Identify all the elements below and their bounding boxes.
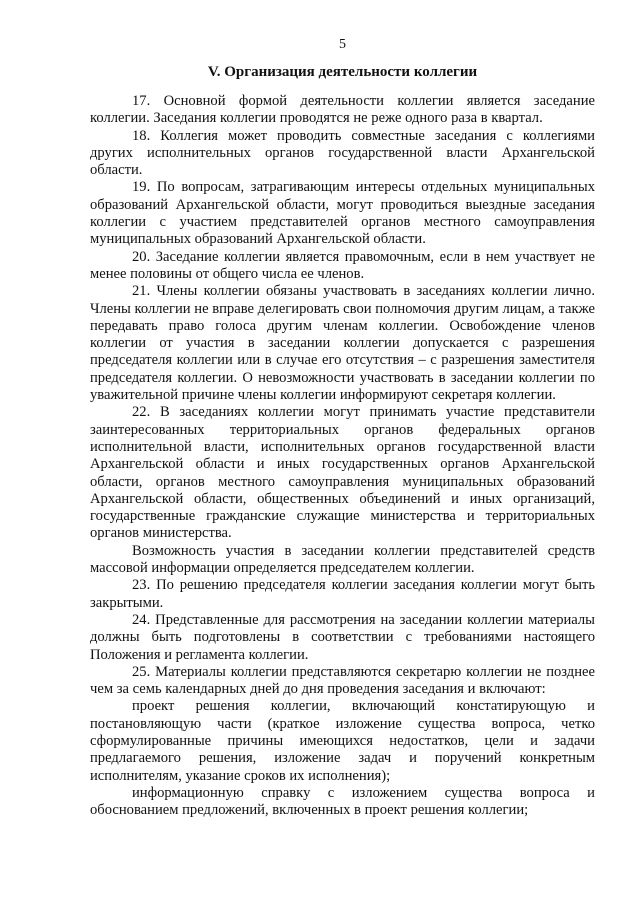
- paragraph-25: 25. Материалы коллегии представляются секретарю коллегии не позднее чем за семь календарных дней до дня проведения заседания и включают:: [90, 663, 595, 698]
- paragraph-25-item-draft: проект решения коллегии, включающий констатирующую и постановляющую части (краткое изложение существа вопроса, четко сформулированные причины имеющихся недостатков, цели и задачи предлагаемого решения, изложение задач и поручений конкретным исполнителям, указание сроков их исполнения);: [90, 698, 595, 784]
- paragraph-23: 23. По решению председателя коллегии заседания коллегии могут быть закрытыми.: [90, 577, 595, 611]
- document-page: [90, 36, 595, 819]
- paragraph-21: 21. Члены коллегии обязаны участвовать в заседаниях коллегии лично. Члены коллегии не вправе делегировать свои полномочия другим лицам, а также передавать право голоса другим членам коллегии. Освобождение членов коллегии от участия в заседании коллегии допускается с разрешения председателя коллегии или в случае его отсутствия – с разрешения заместителя председателя коллегии. О невозможности участвовать в заседании коллегии по уважительной причине члены коллегии информируют секретаря коллегии.: [90, 283, 595, 404]
- paragraph-20: 20. Заседание коллегии является правомочным, если в нем участвует не менее половины от общего числа ее членов.: [90, 248, 595, 282]
- paragraph-18: 18. Коллегия может проводить совместные заседания с коллегиями других исполнительных органов государственной власти Архангельской области.: [90, 127, 595, 179]
- paragraph-19: 19. По вопросам, затрагивающим интересы отдельных муниципальных образований Архангельской области, могут проводиться выездные заседания коллегии с участием представителей органов местного самоуправления муниципальных образований Архангельской области.: [90, 179, 595, 248]
- paragraph-22: 22. В заседаниях коллегии могут принимать участие представители заинтересованных территориальных органов федеральных органов исполнительной власти, исполнительных органов государственной власти Архангельской области и иных государственных органов Архангельской области, органов местного самоуправления муниципальных образований Архангельской области, общественных объединений и иных организаций, государственные гражданские служащие министерства и территориальных органов министерства.: [90, 404, 595, 542]
- paragraph-25-item-info: информационную справку с изложением существа вопроса и обоснованием предложений, включенных в проект решения коллегии;: [90, 784, 595, 819]
- paragraph-22-media: Возможность участия в заседании коллегии представителей средств массовой информации определяется председателем коллегии.: [90, 542, 595, 577]
- page-number: 5: [339, 37, 346, 52]
- paragraph-24: 24. Представленные для рассмотрения на заседании коллегии материалы должны быть подготовлены в соответствии с требованиями настоящего Положения и регламента коллегии.: [90, 611, 595, 663]
- paragraph-17: 17. Основной формой деятельности коллегии является заседание коллегии. Заседания коллегии проводятся не реже одного раза в квартал.: [90, 93, 595, 127]
- section-title: V. Организация деятельности коллегии: [207, 64, 478, 80]
